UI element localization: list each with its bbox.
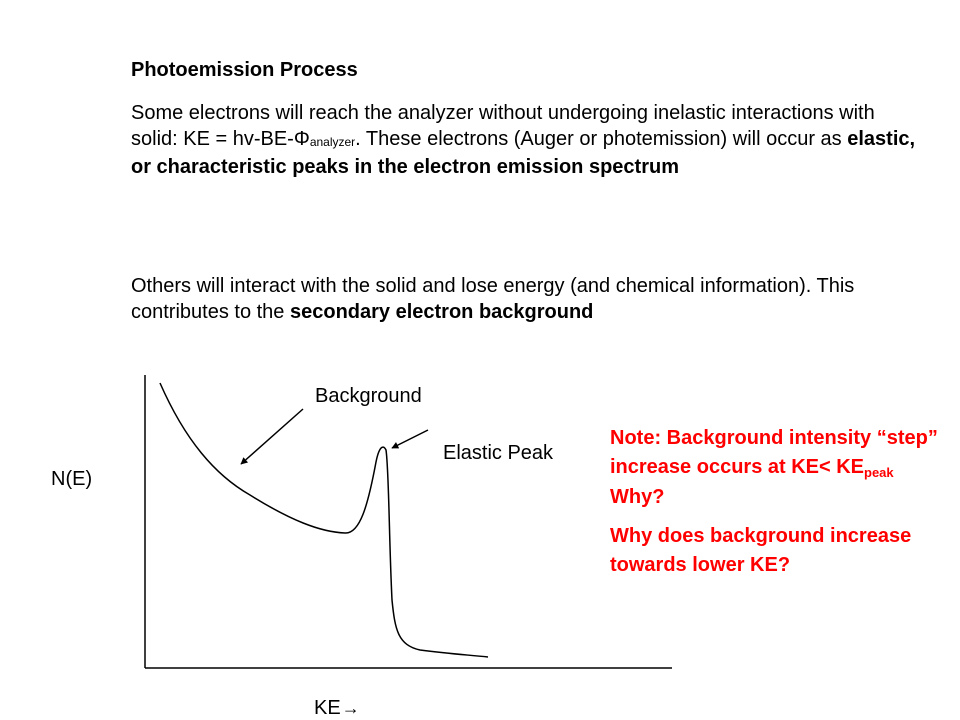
elastic-peak-label: Elastic Peak [443, 442, 554, 464]
x-axis-label-text: KE [314, 697, 341, 719]
paragraph-elastic-text-2: . These electrons (Auger or photemission) will occur as [355, 128, 848, 150]
paragraph-elastic-text-1: Some electrons will reach the analyzer without undergoing inelastic interactions with solid: KE = hv-BE-Φ [131, 102, 875, 150]
paragraph-background-text: Others will interact with the solid and lose energy (and chemical information). This contributes to the [131, 275, 855, 323]
elastic-peak-arrow [392, 430, 428, 448]
note-step-question [610, 424, 950, 512]
phi-analyzer-subscript: analyzer [309, 135, 356, 149]
right-arrow-icon: → [341, 698, 360, 718]
background-label: Background [315, 385, 422, 407]
ke-peak-subscript: peak [864, 465, 894, 480]
x-axis-label [314, 696, 360, 720]
slide-title: Photoemission Process [131, 59, 358, 81]
note-step-why: Why? [610, 486, 665, 508]
paragraph-elastic-bold: elastic, or characteristic peaks in the electron emission spectrum [131, 128, 916, 178]
y-axis-label: N(E) [51, 468, 93, 490]
paragraph-background-bold: secondary electron background [289, 301, 594, 323]
note-step-text: Note: Background intensity “step” increase occurs at KE< KE [610, 427, 938, 478]
note-background-question: Why does background increase towards lower KE? [610, 525, 912, 576]
spectrum-curve [160, 383, 488, 657]
background-arrow [241, 409, 303, 464]
